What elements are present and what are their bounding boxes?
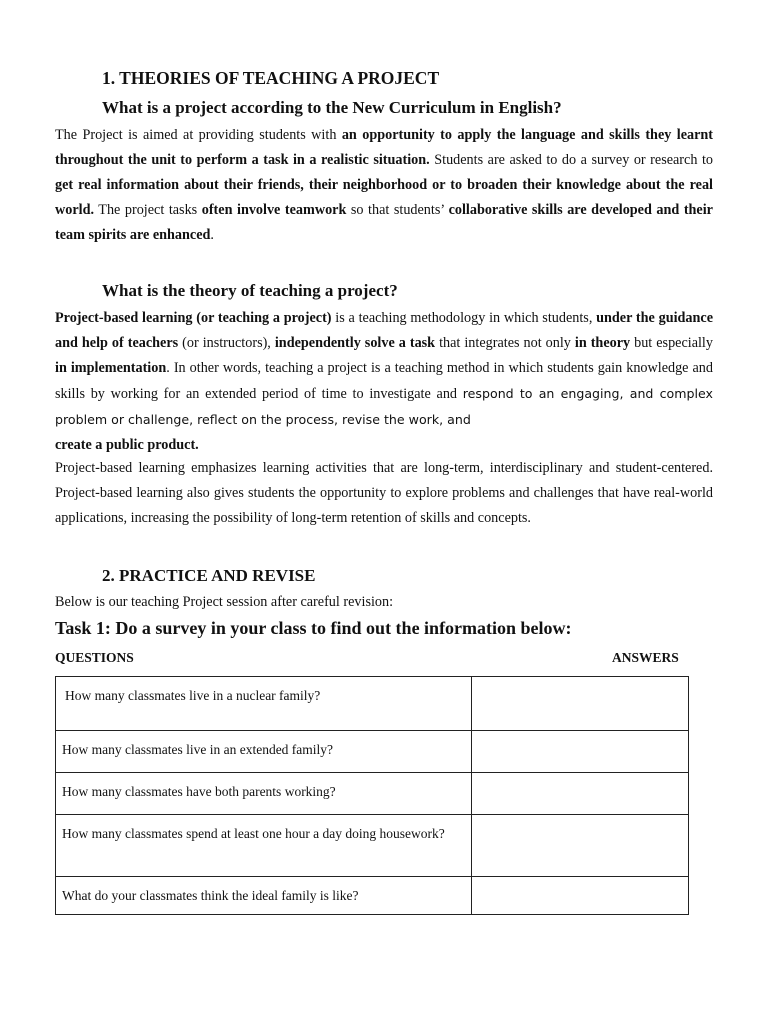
text-segment: (or instructors), — [178, 335, 275, 351]
question-cell: How many classmates spend at least one hour a day doing housework? — [56, 815, 472, 877]
text-segment: The Project is aimed at providing students with — [55, 127, 342, 143]
text-segment: . — [210, 227, 214, 243]
bold-text-segment: often involve teamwork — [201, 202, 347, 218]
table-row — [56, 877, 689, 915]
table-row — [56, 773, 689, 815]
question-cell: How many classmates live in a nuclear family? — [56, 677, 472, 731]
section1-heading: 1. THEORIES OF TEACHING A PROJECT — [102, 68, 440, 88]
survey-table — [55, 676, 689, 915]
question1-heading: What is a project according to the New Curriculum in English? — [102, 98, 562, 117]
paragraph-pbl: Project-based learning emphasizes learning activities that are long-term, interdisciplinary and student-centered. Project-based learning also gives students the opportunity to explore problems and challenges that have real-world applications, increasing the possibility of long-term retention of skills and concepts. — [55, 460, 713, 526]
answer-cell[interactable] — [471, 677, 688, 731]
bold-text-segment: get real information about their friends, their neighborhood or to broaden their knowledge about the real world. — [55, 177, 713, 218]
section2-heading: 2. PRACTICE AND REVISE — [102, 566, 316, 585]
paragraph-project-aim — [55, 123, 713, 248]
section2-intro: Below is our teaching Project session after careful revision: — [55, 594, 394, 610]
text-segment: so that students’ — [346, 202, 449, 218]
question-cell: What do your classmates think the ideal family is like? — [56, 877, 472, 915]
question-cell: How many classmates live in an extended family? — [56, 731, 472, 773]
bold-text-segment: in theory — [574, 335, 631, 351]
text-segment: but especially — [630, 335, 713, 351]
bold-text-segment: independently solve a task — [274, 335, 436, 351]
answer-cell[interactable] — [471, 773, 688, 815]
text-segment: The project tasks — [94, 202, 202, 218]
table-row — [56, 815, 689, 877]
bold-text-segment: under the guidance and help of teachers — [55, 310, 713, 351]
bold-text-segment: collaborative skills are developed and their team spirits are enhanced — [55, 202, 713, 243]
theory-text-sans: respond to an engaging, and complex problem or challenge, reflect on the process, revise the work, and — [55, 386, 713, 427]
answer-cell[interactable] — [471, 877, 688, 915]
theory-text-end: create a public product. — [55, 437, 199, 453]
paragraph-theory — [55, 306, 713, 458]
text-segment: that integrates not only — [435, 335, 575, 351]
text-segment: . In other words, teaching a project is a teaching method in which students gain knowledge and skills by working for an extended period of time to investigate and — [55, 360, 713, 402]
task-title: Task 1: Do a survey in your class to find out the information below: — [55, 618, 572, 638]
bold-text-segment: Project-based learning (or teaching a project) — [55, 310, 332, 326]
question-cell: How many classmates have both parents working? — [56, 773, 472, 815]
bold-text-segment: in implementation — [55, 360, 167, 376]
table-row — [56, 731, 689, 773]
questions-column-header: QUESTIONS — [55, 650, 134, 665]
answer-cell[interactable] — [471, 731, 688, 773]
question2-heading: What is the theory of teaching a project? — [102, 281, 398, 300]
text-segment: Students are asked to do a survey or research to — [429, 152, 713, 168]
bold-text-segment: an opportunity to apply the language and skills they learnt throughout the unit to perform a task in a realistic situation. — [55, 127, 713, 168]
answers-column-header: ANSWERS — [612, 650, 679, 665]
answer-cell[interactable] — [471, 815, 688, 877]
table-row — [56, 677, 689, 731]
text-segment: is a teaching methodology in which students, — [331, 310, 597, 326]
